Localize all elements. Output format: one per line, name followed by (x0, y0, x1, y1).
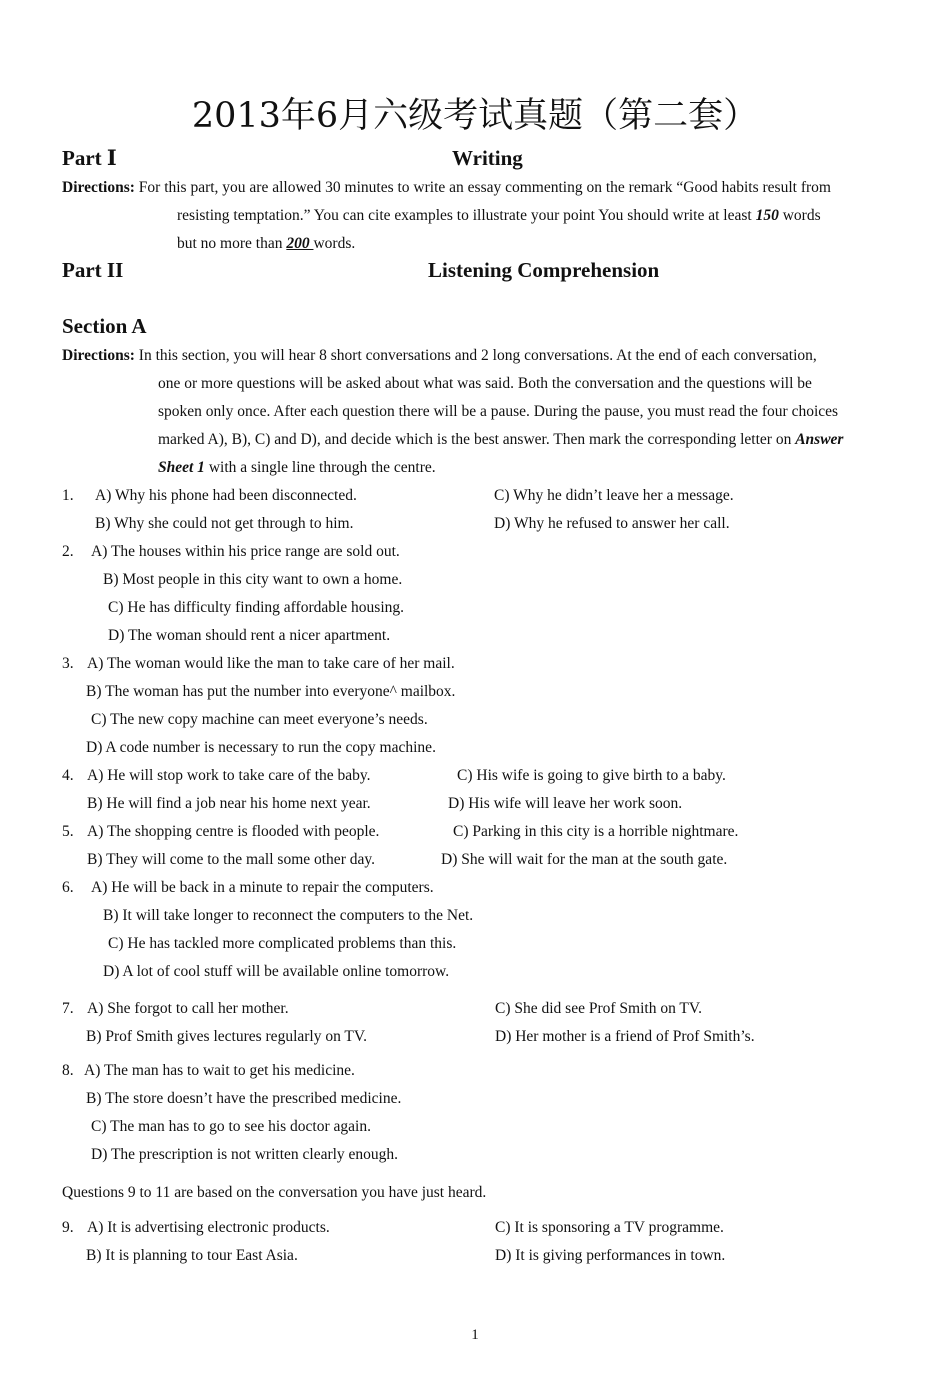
min-words: 150 (755, 207, 779, 224)
directions-text: words (778, 207, 821, 224)
question-1-number: 1. (62, 487, 74, 504)
answer-sheet-ref: Sheet 1 (158, 459, 205, 476)
page-title: 2013年6月六级考试真题（第二套） (191, 96, 759, 136)
directions-text: marked A), B), C) and D), and decide which is the best answer. Then mark the corresponding letter on (158, 431, 796, 448)
question-4-option-c: C) His wife is going to give birth to a baby. (457, 767, 726, 784)
question-8-option-a: A) The man has to wait to get his medicine. (84, 1062, 355, 1079)
directions-text: with a single line through the centre. (204, 459, 436, 476)
question-2-number: 2. (62, 543, 74, 560)
part1-directions-line1 (62, 178, 831, 198)
section-a-directions-line5 (158, 458, 436, 478)
question-4-option-d: D) His wife will leave her work soon. (448, 795, 683, 812)
question-4-number: 4. (62, 767, 74, 784)
section-a-directions-line4 (158, 430, 843, 450)
section-a-label: Section A (62, 314, 147, 338)
question-9-option-a: A) It is advertising electronic products. (87, 1219, 330, 1236)
question-6-number: 6. (62, 879, 74, 896)
part1-directions-line3 (177, 234, 355, 254)
conversation-note: Questions 9 to 11 are based on the conversation you have just heard. (62, 1184, 487, 1201)
question-2-option-a: A) The houses within his price range are sold out. (91, 543, 400, 560)
question-1-option-b: B) Why she could not get through to him. (95, 515, 354, 532)
question-6-option-c: C) He has tackled more complicated problems than this. (108, 935, 457, 952)
directions-text: words. (313, 235, 356, 252)
question-3-option-d: D) A code number is necessary to run the copy machine. (86, 739, 436, 756)
section-a-directions-line3: spoken only once. After each question there will be a pause. During the pause, you must read the four choices (158, 403, 839, 420)
part1-directions-line2 (177, 206, 821, 226)
question-4-option-b: B) He will find a job near his home next year. (87, 795, 371, 812)
question-9-number: 9. (62, 1219, 74, 1236)
section-a-directions-line2: one or more questions will be asked about what was said. Both the conversation and the questions will be (158, 375, 812, 392)
question-1-option-c: C) Why he didn’t leave her a message. (494, 487, 734, 504)
directions-label: Directions: (62, 347, 135, 364)
question-9-option-c: C) It is sponsoring a TV programme. (495, 1219, 724, 1236)
question-1-option-d: D) Why he refused to answer her call. (494, 515, 730, 532)
directions-text: In this section, you will hear 8 short conversations and 2 long conversations. At the end of each conversation, (138, 347, 817, 364)
question-6-option-a: A) He will be back in a minute to repair the computers. (91, 879, 434, 896)
question-6-option-b: B) It will take longer to reconnect the computers to the Net. (103, 907, 474, 924)
question-9-option-b: B) It is planning to tour East Asia. (86, 1247, 298, 1264)
question-5-option-c: C) Parking in this city is a horrible nightmare. (453, 823, 739, 840)
question-8-option-c: C) The man has to go to see his doctor again. (91, 1118, 371, 1135)
question-4-option-a: A) He will stop work to take care of the baby. (87, 767, 371, 784)
question-5-number: 5. (62, 823, 74, 840)
directions-text: but no more than (177, 235, 287, 252)
question-7-option-d: D) Her mother is a friend of Prof Smith’s. (495, 1028, 755, 1045)
question-3-option-a: A) The woman would like the man to take care of her mail. (87, 655, 455, 672)
directions-text: For this part, you are allowed 30 minutes to write an essay commenting on the remark “Good habits result from (138, 179, 831, 196)
question-8-option-b: B) The store doesn’t have the prescribed medicine. (86, 1090, 402, 1107)
part1-label: Part Ⅰ (62, 146, 117, 170)
question-1-option-a: A) Why his phone had been disconnected. (95, 487, 357, 504)
directions-text: resisting temptation.” You can cite examples to illustrate your point You should write at least (177, 207, 756, 224)
page-number: 1 (471, 1327, 479, 1343)
part2-label: Part II (62, 258, 124, 282)
question-7-number: 7. (62, 1000, 74, 1017)
part1-name: Writing (452, 146, 523, 170)
question-3-option-c: C) The new copy machine can meet everyone’s needs. (91, 711, 428, 728)
answer-sheet-ref: Answer (795, 431, 844, 448)
question-2-option-c: C) He has difficulty finding affordable housing. (108, 599, 405, 616)
question-5-option-d: D) She will wait for the man at the south gate. (441, 851, 728, 868)
section-a-directions-line1 (62, 346, 817, 366)
question-7-option-a: A) She forgot to call her mother. (87, 1000, 289, 1017)
question-7-option-c: C) She did see Prof Smith on TV. (495, 1000, 702, 1017)
directions-label: Directions: (62, 179, 135, 196)
question-8-option-d: D) The prescription is not written clearly enough. (91, 1146, 399, 1163)
question-3-option-b: B) The woman has put the number into everyone^ mailbox. (86, 683, 456, 700)
part2-name: Listening Comprehension (428, 258, 660, 282)
max-words: 200 (286, 235, 314, 252)
question-2-option-b: B) Most people in this city want to own a home. (103, 571, 403, 588)
question-3-number: 3. (62, 655, 74, 672)
question-7-option-b: B) Prof Smith gives lectures regularly on TV. (86, 1028, 367, 1045)
question-5-option-a: A) The shopping centre is flooded with people. (87, 823, 380, 840)
question-8-number: 8. (62, 1062, 74, 1079)
question-5-option-b: B) They will come to the mall some other day. (87, 851, 375, 868)
question-2-option-d: D) The woman should rent a nicer apartment. (108, 627, 391, 644)
question-6-option-d: D) A lot of cool stuff will be available online tomorrow. (103, 963, 450, 980)
question-9-option-d: D) It is giving performances in town. (495, 1247, 726, 1264)
